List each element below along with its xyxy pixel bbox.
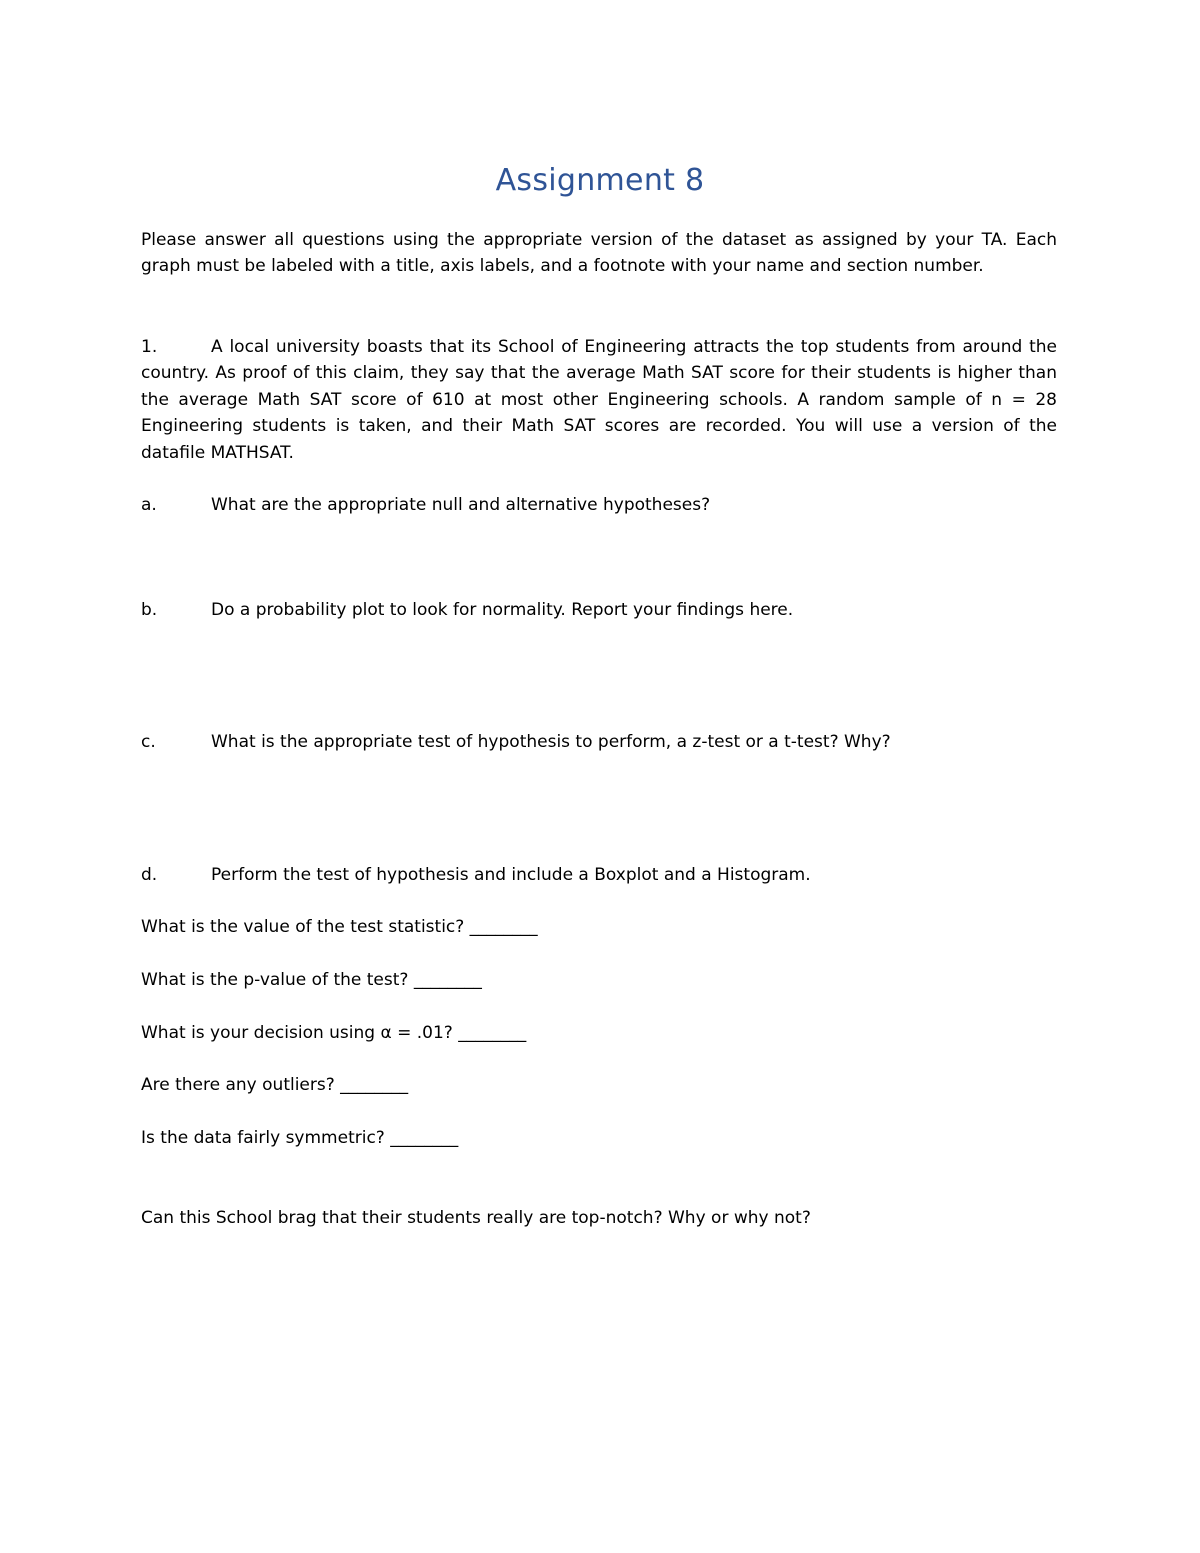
part-d-text: Perform the test of hypothesis and include a Boxplot and a Histogram.	[211, 865, 811, 885]
part-c	[141, 729, 891, 755]
part-a-letter: a.	[141, 495, 157, 515]
question-1-text: A local university boasts that its School of Engineering attracts the top students from around the country. As proof of this claim, they say that the average Math SAT score for their students is higher than the average Math SAT score of 610 at most other Engineering schools. A random sample of n = 28 Engineering students is taken, and their Math SAT scores are recorded. You will use a version of the datafile MATHSAT.	[141, 337, 1057, 463]
question-1	[141, 334, 1057, 466]
sub-question-symmetric: Is the data fairly symmetric? ________	[141, 1128, 459, 1148]
sub-question-outliers: Are there any outliers? ________	[141, 1075, 409, 1095]
part-a-text: What are the appropriate null and alternative hypotheses?	[211, 495, 711, 515]
part-a	[141, 492, 710, 518]
intro-paragraph: Please answer all questions using the appropriate version of the dataset as assigned by your TA. Each graph must be labeled with a title, axis labels, and a footnote with your name and section number.	[141, 230, 1057, 277]
sub-question-p-value: What is the p-value of the test? ________	[141, 970, 482, 990]
part-b-letter: b.	[141, 600, 158, 620]
part-b-text: Do a probability plot to look for normality. Report your findings here.	[211, 600, 794, 620]
part-d	[141, 862, 811, 888]
part-b	[141, 597, 793, 623]
sub-question-decision: What is your decision using α = .01? ________	[141, 1023, 527, 1043]
part-d-letter: d.	[141, 865, 158, 885]
sub-question-test-statistic: What is the value of the test statistic? ________	[141, 917, 538, 937]
part-c-letter: c.	[141, 732, 156, 752]
page-title: Assignment 8	[495, 163, 705, 198]
final-question: Can this School brag that their students really are top-notch? Why or why not?	[141, 1208, 811, 1228]
question-1-number: 1.	[141, 337, 158, 357]
part-c-text: What is the appropriate test of hypothesis to perform, a z-test or a t-test? Why?	[211, 732, 891, 752]
